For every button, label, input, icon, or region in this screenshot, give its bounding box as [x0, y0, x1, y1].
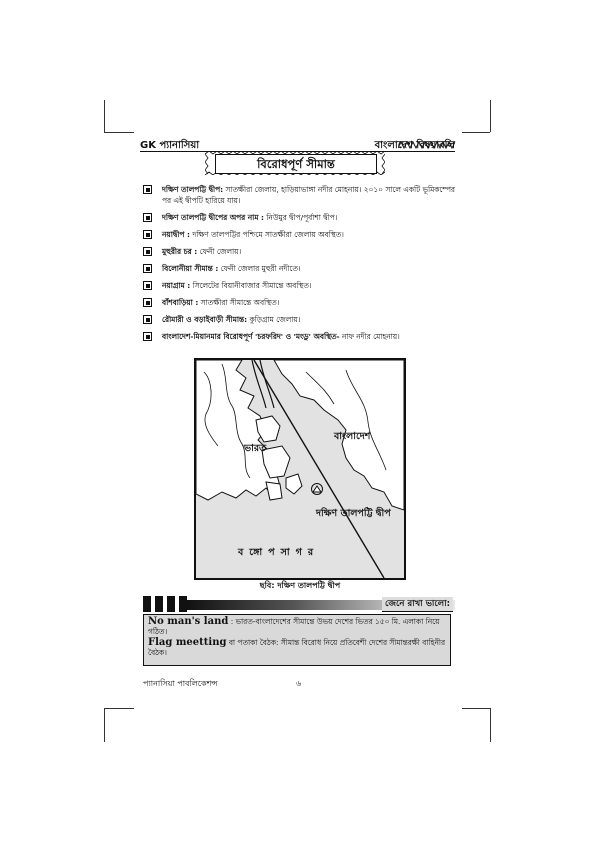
header-chapter-title: বাংলাদেশ বিষয়াবলি — [374, 140, 455, 151]
info-term: Flag meetting — [148, 637, 227, 648]
crop-mark — [104, 708, 134, 709]
item-term: বিলোনীয়া সীমান্ত : — [162, 264, 219, 273]
banner-block — [143, 596, 151, 612]
square-bullet-icon — [143, 298, 152, 307]
info-text: : ভারত-বাংলাদেশের সীমান্তে উভয় দেশের ভিতর ১৫০ মি. এলাকা নিয়ে গঠিত। — [148, 617, 440, 636]
crop-mark — [462, 132, 490, 133]
crop-mark — [462, 708, 490, 709]
item-term: বাংলাদেশ-মিয়ানমার বিরোধপূর্ণ 'চরফরিদ' ও 'মংডু' অবস্থিত- — [162, 332, 340, 341]
item-text: ফেনী জেলার মুহুরী নদীতে। — [218, 264, 301, 273]
list-item — [143, 280, 455, 291]
item-text: সিলেটের বিয়ানীবাজার সীমান্তে অবস্থিত। — [190, 281, 312, 290]
section-title-frame — [205, 151, 385, 175]
info-box — [143, 614, 451, 666]
item-term: নয়াগ্রাম : — [162, 281, 191, 290]
item-term: রৌমারী ও বড়াইবাড়ী সীমান্ত: — [162, 315, 248, 324]
list-item — [143, 263, 455, 274]
page-number: ৬ — [296, 679, 302, 688]
square-bullet-icon — [143, 315, 152, 324]
list-item — [143, 229, 455, 240]
list-item — [143, 314, 455, 325]
banner-block — [167, 596, 175, 612]
square-bullet-icon — [143, 332, 152, 341]
item-text: সাতক্ষীরা সীমান্তে অবস্থিত। — [198, 298, 280, 307]
header-book-title: GK প্যানাসিয়া — [140, 140, 200, 151]
fact-list — [143, 184, 455, 348]
square-bullet-icon — [143, 185, 152, 194]
info-row — [148, 617, 446, 637]
map-caption: ছবি: দক্ষিণ তালপট্টি দ্বীপ — [259, 581, 341, 590]
info-row — [148, 638, 446, 658]
list-item — [143, 246, 455, 257]
banner-block — [155, 596, 163, 612]
info-banner — [143, 596, 455, 612]
list-item — [143, 212, 455, 223]
square-bullet-icon — [143, 247, 152, 256]
crop-mark — [490, 708, 491, 742]
list-item — [143, 184, 455, 206]
banner-block — [179, 596, 187, 612]
square-bullet-icon — [143, 213, 152, 222]
square-bullet-icon — [143, 264, 152, 273]
crop-mark — [490, 100, 491, 132]
info-term: No man's land — [148, 616, 229, 627]
talpatti-map — [194, 358, 406, 580]
list-item — [143, 297, 455, 308]
item-term: নয়াদ্বীপ : — [162, 230, 190, 239]
item-term: দক্ষিণ তালপট্টি দ্বীপ: — [162, 185, 224, 194]
map-label-india: ভারত — [244, 443, 267, 454]
info-text: বা পতাকা বৈঠক: সীমান্ত বিরোধ নিয়ে প্রতিবেশী দেশের সীমান্তরক্ষী বাহিনীর বৈঠক। — [148, 638, 446, 657]
crop-mark — [104, 708, 105, 742]
item-text: নাফ নদীর মোহনায়। — [339, 332, 400, 341]
section-title: বিরোধপূর্ণ সীমান্ত — [215, 154, 377, 174]
item-term: মুহুরীর চর : — [162, 247, 198, 256]
square-bullet-icon — [143, 230, 152, 239]
square-bullet-icon — [143, 281, 152, 290]
item-text: কুড়িগ্রাম জেলায়। — [247, 315, 301, 324]
item-term: দক্ষিণ তালপট্টি দ্বীপের অপর নাম : — [162, 213, 264, 222]
list-item — [143, 331, 455, 342]
map-label-island: দক্ষিণ তালপট্টি দ্বীপ — [316, 508, 391, 519]
item-text: ফেনী জেলায়। — [197, 247, 242, 256]
item-text: সাতক্ষীরা জেলায়, হাড়িয়াভাঙ্গা নদীর মোহনায়। ২০১০ সালে একটি ভূমিকম্পের পর এই দ্বীপটি হারিয়ে যায়। — [162, 185, 455, 205]
header-zigzag-ornament — [398, 140, 455, 150]
item-term: বাঁশবাড়িয়া : — [162, 298, 199, 307]
crop-mark — [104, 132, 134, 133]
map-label-bay: বঙ্গোপসাগর — [238, 547, 320, 558]
map-label-bangladesh: বাংলাদেশ — [334, 431, 371, 442]
item-text: নিউমুর দ্বীপ/পূর্বাশা দ্বীপ। — [263, 213, 338, 222]
banner-label: জেনে রাখা ভালো: — [382, 597, 453, 612]
item-text: দক্ষিণ তালপট্টির পশ্চিমে সাতক্ষীরা জেলায় অবস্থিত। — [189, 230, 344, 239]
crop-mark — [104, 100, 105, 132]
footer-publisher: প্যানাসিয়া পাবলিকেশন্স — [143, 679, 218, 688]
